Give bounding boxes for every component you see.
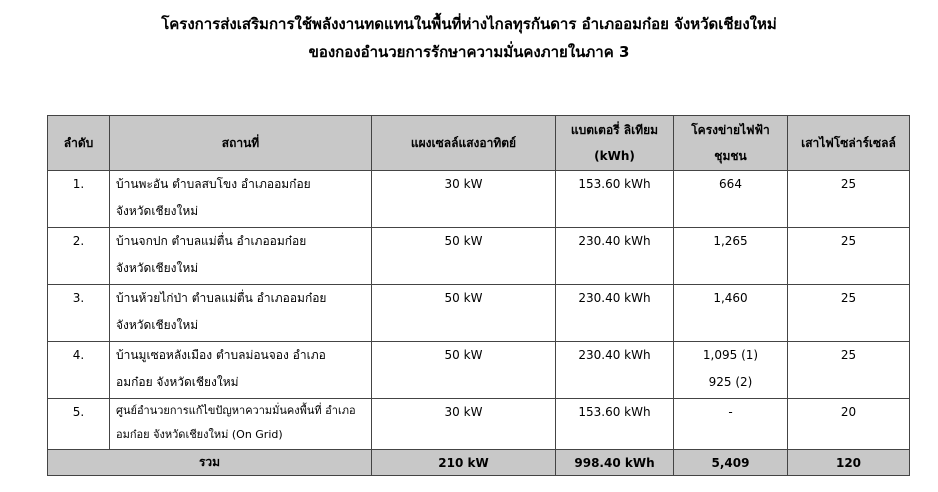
row-place-line-1: บ้านห้วยไก่ป่า ตำบลแม่ตื่น อำเภออมก๋อย <box>116 291 327 305</box>
header-place: สถานที่ <box>110 116 372 171</box>
header-solar-pole: เสาไฟโซล่าร์เซลล์ <box>788 116 910 171</box>
table-row <box>48 171 910 228</box>
row-no: 3. <box>48 285 110 342</box>
row-place <box>110 228 372 285</box>
row-solar: 30 kW <box>372 399 556 450</box>
row-pole: 25 <box>788 228 910 285</box>
row-place <box>110 342 372 399</box>
row-grid-line-2: 925 (2) <box>708 375 753 389</box>
row-grid-line-1: 1,095 (1) <box>702 348 759 362</box>
row-place-line-2: อมก๋อย จังหวัดเชียงใหม่ <box>116 375 239 389</box>
row-grid-line-1: 1,460 <box>713 291 748 305</box>
row-no: 1. <box>48 171 110 228</box>
header-grid-line-2: ชุมชน <box>714 149 747 163</box>
row-place <box>110 171 372 228</box>
header-battery-line-1: แบตเตอรี่ ลิเทียม <box>570 123 659 137</box>
row-solar: 50 kW <box>372 228 556 285</box>
total-row <box>48 450 910 476</box>
row-grid <box>674 285 788 342</box>
header-battery-line-2: (kWh) <box>594 149 635 163</box>
row-grid <box>674 171 788 228</box>
total-grid: 5,409 <box>674 450 788 476</box>
row-no: 4. <box>48 342 110 399</box>
row-pole: 25 <box>788 171 910 228</box>
title-line-2: ของกองอำนวยการรักษาความมั่นคงภายในภาค 3 <box>308 43 630 61</box>
project-table <box>47 115 910 476</box>
header-grid-line-1: โครงข่ายไฟฟ้า <box>691 123 770 137</box>
row-grid-line-1: - <box>728 405 733 419</box>
row-grid-line-1: 664 <box>719 177 742 191</box>
total-pole: 120 <box>788 450 910 476</box>
row-battery: 153.60 kWh <box>556 171 674 228</box>
table-row <box>48 228 910 285</box>
row-solar: 30 kW <box>372 171 556 228</box>
title-line-1: โครงการส่งเสริมการใช้พลังงานทดแทนในพื้นที่ห่างไกลทุรกันดาร อำเภออมก๋อย จังหวัดเชียงใหม่ <box>161 15 777 33</box>
row-place-line-1: ศูนย์อำนวยการแก้ไขปัญหาความมั่นคงพื้นที่ อำเภอ <box>116 404 356 417</box>
row-place-line-1: บ้านมูเซอหลังเมือง ตำบลม่อนจอง อำเภอ <box>116 348 326 362</box>
row-place-line-1: บ้านพะอัน ตำบลสบโขง อำเภออมก๋อย <box>116 177 311 191</box>
header-no: ลำดับ <box>48 116 110 171</box>
row-grid-line-1: 1,265 <box>713 234 748 248</box>
row-battery: 230.40 kWh <box>556 228 674 285</box>
table-row <box>48 342 910 399</box>
row-grid <box>674 399 788 450</box>
row-pole: 25 <box>788 342 910 399</box>
row-grid <box>674 342 788 399</box>
row-solar: 50 kW <box>372 285 556 342</box>
row-place <box>110 399 372 450</box>
row-battery: 230.40 kWh <box>556 285 674 342</box>
row-place-line-2: จังหวัดเชียงใหม่ <box>116 318 199 332</box>
document-title <box>0 10 938 66</box>
row-solar: 50 kW <box>372 342 556 399</box>
row-place-line-1: บ้านจกปก ตำบลแม่ตื่น อำเภออมก๋อย <box>116 234 307 248</box>
header-battery <box>556 116 674 171</box>
table-row <box>48 399 910 450</box>
row-place-line-2: จังหวัดเชียงใหม่ <box>116 204 199 218</box>
row-place-line-2: อมก๋อย จังหวัดเชียงใหม่ (On Grid) <box>116 428 283 441</box>
row-pole: 20 <box>788 399 910 450</box>
row-no: 2. <box>48 228 110 285</box>
total-solar: 210 kW <box>372 450 556 476</box>
header-community-grid <box>674 116 788 171</box>
table-header-row <box>48 116 910 171</box>
row-pole: 25 <box>788 285 910 342</box>
row-battery: 153.60 kWh <box>556 399 674 450</box>
row-no: 5. <box>48 399 110 450</box>
table-row <box>48 285 910 342</box>
total-label: รวม <box>48 450 372 476</box>
total-battery: 998.40 kWh <box>556 450 674 476</box>
row-place <box>110 285 372 342</box>
row-place-line-2: จังหวัดเชียงใหม่ <box>116 261 199 275</box>
header-solar-panel: แผงเซลล์แสงอาทิตย์ <box>372 116 556 171</box>
row-grid <box>674 228 788 285</box>
row-battery: 230.40 kWh <box>556 342 674 399</box>
